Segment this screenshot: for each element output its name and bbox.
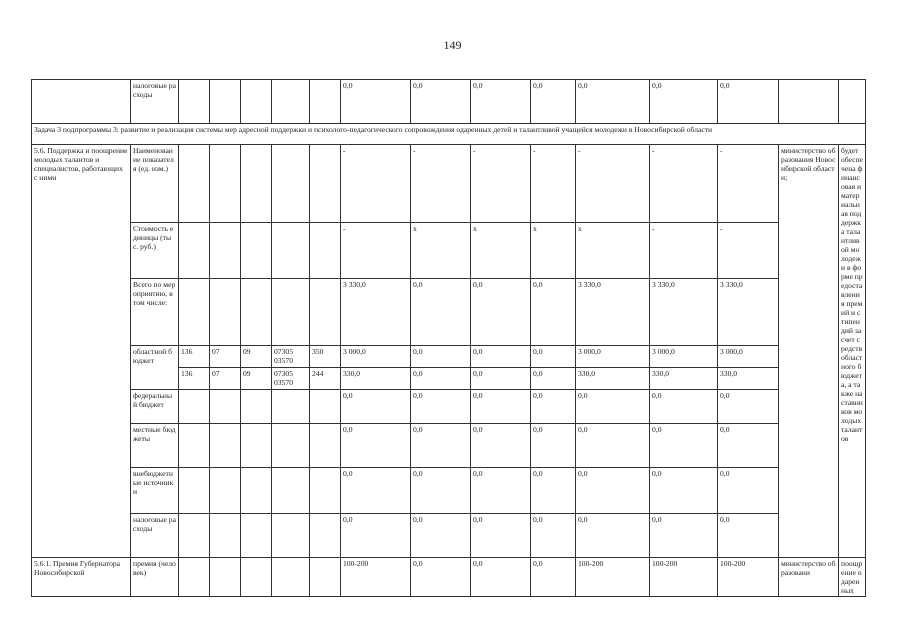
table-cell bbox=[241, 279, 272, 346]
program-table bbox=[31, 79, 866, 597]
table-cell bbox=[179, 468, 210, 514]
table-cell: 0,0 bbox=[341, 424, 411, 468]
table-cell: 0,0 bbox=[411, 558, 471, 597]
table-cell: 0,0 bbox=[576, 514, 650, 558]
table-cell: 0,0 bbox=[411, 279, 471, 346]
table-cell bbox=[839, 80, 866, 124]
table-cell bbox=[179, 390, 210, 424]
executor-5-6: министерство образования Новосибирской области; bbox=[779, 145, 839, 558]
table-cell: 0,0 bbox=[531, 424, 576, 468]
table-cell bbox=[272, 80, 310, 124]
table-cell: 0,0 bbox=[341, 390, 411, 424]
table-cell: 0,0 bbox=[531, 468, 576, 514]
table-cell bbox=[310, 80, 341, 124]
table-cell bbox=[241, 514, 272, 558]
table-cell: 0,0 bbox=[411, 514, 471, 558]
table-cell: - bbox=[341, 223, 411, 279]
table-cell bbox=[241, 424, 272, 468]
table-cell: 0,0 bbox=[471, 514, 531, 558]
table-row bbox=[32, 468, 866, 514]
table-cell bbox=[241, 223, 272, 279]
table-cell bbox=[179, 80, 210, 124]
table-cell bbox=[179, 424, 210, 468]
table-cell bbox=[272, 424, 310, 468]
table-cell: 3 330,0 bbox=[650, 279, 718, 346]
cell-indicator: федеральный бюджет bbox=[131, 390, 179, 424]
table-cell: 0,0 bbox=[471, 80, 531, 124]
table-cell: 0,0 bbox=[650, 468, 718, 514]
table-cell bbox=[779, 80, 839, 124]
table-cell: 0,0 bbox=[650, 424, 718, 468]
table-cell: 0,0 bbox=[531, 514, 576, 558]
table-cell: 0,0 bbox=[531, 390, 576, 424]
table-cell: 3 330,0 bbox=[341, 279, 411, 346]
table-cell: 3 000,0 bbox=[650, 346, 718, 368]
table-cell: 0,0 bbox=[531, 558, 576, 597]
table-cell: 100-200 bbox=[650, 558, 718, 597]
table-row bbox=[32, 514, 866, 558]
cell-indicator: налоговые расходы bbox=[131, 514, 179, 558]
table-cell: 0,0 bbox=[576, 424, 650, 468]
table-row bbox=[32, 279, 866, 346]
table-cell: 136 bbox=[179, 368, 210, 390]
table-cell: 0,0 bbox=[531, 80, 576, 124]
table-cell bbox=[241, 390, 272, 424]
table-cell: 330,0 bbox=[718, 368, 779, 390]
table-cell bbox=[272, 279, 310, 346]
table-cell: 0,0 bbox=[471, 468, 531, 514]
table-cell: 0,0 bbox=[471, 390, 531, 424]
table-cell: 3 000,0 bbox=[576, 346, 650, 368]
table-cell: 07305 03570 bbox=[272, 346, 310, 368]
cell-indicator: внебюджетные источники bbox=[131, 468, 179, 514]
table-cell: 0,0 bbox=[576, 468, 650, 514]
table-cell bbox=[272, 514, 310, 558]
table-cell: x bbox=[576, 223, 650, 279]
table-cell bbox=[310, 279, 341, 346]
table-cell: 0,0 bbox=[341, 468, 411, 514]
table-row bbox=[32, 223, 866, 279]
task-heading: Задача 3 подпрограммы 3: развитие и реализация системы мер адресной поддержки и психолого-педагогического сопровождения одаренных детей и талантливой учащейся молодежи в Новосибирской области bbox=[32, 124, 866, 145]
table-cell: 0,0 bbox=[531, 346, 576, 368]
table-cell: 136 bbox=[179, 346, 210, 368]
table-cell bbox=[310, 424, 341, 468]
table-cell bbox=[210, 279, 241, 346]
table-cell: 330,0 bbox=[341, 368, 411, 390]
table-cell: 0,0 bbox=[650, 80, 718, 124]
table-cell: 0,0 bbox=[718, 468, 779, 514]
cell-indicator: Наименование показателя (ед. изм.) bbox=[131, 145, 179, 223]
table-cell: 3 330,0 bbox=[718, 279, 779, 346]
table-cell: 07 bbox=[210, 368, 241, 390]
table-row bbox=[32, 346, 866, 368]
table-cell bbox=[210, 80, 241, 124]
table-cell: 3 000,0 bbox=[718, 346, 779, 368]
table-cell: 07 bbox=[210, 346, 241, 368]
table-cell: x bbox=[471, 223, 531, 279]
table-row bbox=[32, 124, 866, 145]
page-number: 149 bbox=[443, 38, 462, 52]
table-cell bbox=[310, 514, 341, 558]
table-cell: 0,0 bbox=[471, 279, 531, 346]
table-cell: 09 bbox=[241, 346, 272, 368]
table-cell bbox=[210, 390, 241, 424]
table-cell: 0,0 bbox=[411, 390, 471, 424]
table-cell bbox=[272, 145, 310, 223]
table-cell: 0,0 bbox=[531, 279, 576, 346]
table-row bbox=[32, 80, 866, 124]
table-cell: x bbox=[531, 223, 576, 279]
table-cell bbox=[210, 145, 241, 223]
table-row bbox=[32, 145, 866, 223]
cell-indicator: местные бюджеты bbox=[131, 424, 179, 468]
table-cell: - bbox=[471, 145, 531, 223]
table-cell bbox=[241, 80, 272, 124]
table-row bbox=[32, 558, 866, 597]
executor-5-6-1: министерство образовани bbox=[779, 558, 839, 597]
table-cell: 244 bbox=[310, 368, 341, 390]
table-cell: 100-200 bbox=[341, 558, 411, 597]
table-cell bbox=[241, 558, 272, 597]
table-cell bbox=[210, 514, 241, 558]
activity-5-6-1: 5.6.1. Премия Губернатора Новосибирской bbox=[32, 558, 131, 597]
table-cell bbox=[310, 390, 341, 424]
table-cell: 0,0 bbox=[718, 514, 779, 558]
table-cell: 0,0 bbox=[718, 390, 779, 424]
table-cell bbox=[272, 468, 310, 514]
table-cell: 0,0 bbox=[411, 368, 471, 390]
cell-indicator: Стоимость единицы (тыс. руб.) bbox=[131, 223, 179, 279]
table-cell: 0,0 bbox=[471, 368, 531, 390]
cell-indicator: Всего по мероприятию, в том числе: bbox=[131, 279, 179, 346]
table-cell: 0,0 bbox=[341, 514, 411, 558]
table-cell: 0,0 bbox=[650, 390, 718, 424]
table-cell: 0,0 bbox=[411, 80, 471, 124]
table-cell: - bbox=[576, 145, 650, 223]
table-cell: 330,0 bbox=[650, 368, 718, 390]
result-5-6-1: поощрение одаренных bbox=[839, 558, 866, 597]
table-cell: 0,0 bbox=[471, 558, 531, 597]
cell-indicator: премия (человек) bbox=[131, 558, 179, 597]
cell-activity bbox=[32, 80, 131, 124]
table-cell bbox=[210, 468, 241, 514]
table-cell: 0,0 bbox=[718, 80, 779, 124]
table-cell: 0,0 bbox=[718, 424, 779, 468]
table-cell: - bbox=[341, 145, 411, 223]
table-cell: 3 000,0 bbox=[341, 346, 411, 368]
table-cell: 3 330,0 bbox=[576, 279, 650, 346]
table-cell bbox=[272, 558, 310, 597]
table-cell bbox=[241, 468, 272, 514]
table-cell: 0,0 bbox=[471, 346, 531, 368]
table-cell bbox=[179, 514, 210, 558]
table-cell: 100-200 bbox=[718, 558, 779, 597]
table-cell: 0,0 bbox=[341, 80, 411, 124]
table-cell: - bbox=[650, 223, 718, 279]
table-cell: - bbox=[531, 145, 576, 223]
table-cell: 0,0 bbox=[411, 346, 471, 368]
table-cell: - bbox=[718, 145, 779, 223]
table-cell: - bbox=[411, 145, 471, 223]
table-cell: x bbox=[411, 223, 471, 279]
table-cell: 350 bbox=[310, 346, 341, 368]
table-cell bbox=[310, 145, 341, 223]
activity-5-6: 5.6. Поддержка и поощрение молодых талантов и специалистов, работающих с ними bbox=[32, 145, 131, 558]
table-cell: 07305 03570 bbox=[272, 368, 310, 390]
table-cell: 330,0 bbox=[576, 368, 650, 390]
table-cell: 0,0 bbox=[471, 424, 531, 468]
result-5-6: будет обеспечена финансовая и материальная поддержка талантливой молодежи в форме предоставления премий и стипендий за счет средств областного бюджета, а также наставников молодых талантов bbox=[839, 145, 866, 558]
table-cell bbox=[179, 558, 210, 597]
table-cell bbox=[310, 558, 341, 597]
table-cell: - bbox=[650, 145, 718, 223]
table-cell: 0,0 bbox=[650, 514, 718, 558]
cell-indicator: налоговые расходы bbox=[131, 80, 179, 124]
table-cell: 0,0 bbox=[531, 368, 576, 390]
table-cell bbox=[241, 145, 272, 223]
table-cell bbox=[179, 145, 210, 223]
table-row bbox=[32, 424, 866, 468]
table-cell bbox=[210, 223, 241, 279]
table-cell bbox=[272, 390, 310, 424]
table-cell bbox=[210, 424, 241, 468]
table-cell: 0,0 bbox=[411, 468, 471, 514]
cell-indicator: областной бюджет bbox=[131, 346, 179, 390]
table-cell: 0,0 bbox=[411, 424, 471, 468]
table-cell bbox=[210, 558, 241, 597]
table-cell: - bbox=[718, 223, 779, 279]
table-cell: 100-200 bbox=[576, 558, 650, 597]
table-cell: 0,0 bbox=[576, 390, 650, 424]
table-cell: 09 bbox=[241, 368, 272, 390]
table-cell bbox=[179, 223, 210, 279]
table-cell bbox=[310, 468, 341, 514]
table-cell: 0,0 bbox=[576, 80, 650, 124]
table-row bbox=[32, 390, 866, 424]
table-cell bbox=[310, 223, 341, 279]
table-cell bbox=[272, 223, 310, 279]
table-cell bbox=[179, 279, 210, 346]
